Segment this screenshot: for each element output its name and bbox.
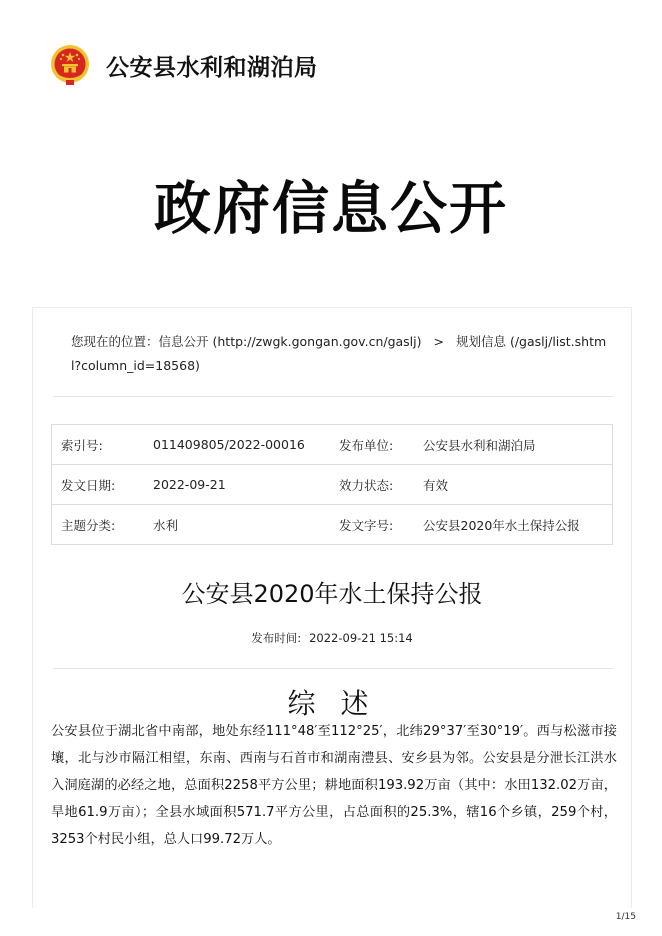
meta-value: 2022-09-21 <box>153 465 339 505</box>
content-card <box>32 307 632 908</box>
breadcrumb-prefix: 您现在的位置： <box>71 334 159 349</box>
meta-label: 索引号: <box>61 437 103 453</box>
publish-info <box>33 630 631 646</box>
meta-value: 公安县2020年水土保持公报 <box>423 505 613 545</box>
meta-value: 有效 <box>423 465 613 505</box>
section-heading: 综 述 <box>287 687 377 720</box>
metadata-table <box>51 424 613 545</box>
table-row <box>52 425 613 465</box>
meta-value: 水利 <box>153 505 339 545</box>
meta-value: 011409805/2022-00016 <box>153 437 305 452</box>
national-emblem-icon <box>48 43 92 87</box>
meta-value: 公安县水利和湖泊局 <box>423 437 536 453</box>
page-number: 1/15 <box>615 912 636 922</box>
table-row <box>52 505 613 545</box>
meta-label: 发文日期: <box>52 465 154 505</box>
meta-label: 主题分类: <box>52 505 154 545</box>
breadcrumb-separator: > <box>433 334 444 349</box>
body-paragraph: 公安县位于湖北省中南部，地处东经111°48′至112°25′，北纬29°37′至30°19′。西与松滋市接壤，北与沙市隔江相望，东南、西南与石首市和湖南澧县、安乡县为邻。公安县是分泄长江洪水入洞庭湖的必经之地，总面积2258平方公里；耕地面积193.92万亩（其中：水田132.02万亩，旱地61.9万亩）；全县水域面积571.7平方公里，占总面积的25.3%，辖16个乡镇，259个村，3253个村民小组，总人口99.72万人。 <box>51 724 617 847</box>
breadcrumb-link-info[interactable]: 信息公开 (http://zwgk.gongan.gov.cn/gaslj) <box>158 334 422 349</box>
document-title: 公安县2020年水土保持公报 <box>181 580 483 608</box>
meta-label: 发文字号: <box>339 505 423 545</box>
meta-label: 效力状态: <box>339 465 423 505</box>
table-row <box>52 465 613 505</box>
org-name: 公安县水利和湖泊局 <box>106 54 318 81</box>
publish-label: 发布时间: <box>251 631 302 645</box>
breadcrumb <box>71 330 616 378</box>
breadcrumb-link-planning[interactable]: 规划信息 (/gaslj/list.shtml?column_id=18568) <box>71 334 607 373</box>
publish-time: 2022-09-21 15:14 <box>309 631 413 645</box>
page-title: 政府信息公开 <box>154 176 508 242</box>
meta-label: 发布单位: <box>339 437 394 453</box>
divider <box>53 668 613 669</box>
site-header <box>48 40 318 90</box>
divider <box>53 396 613 397</box>
